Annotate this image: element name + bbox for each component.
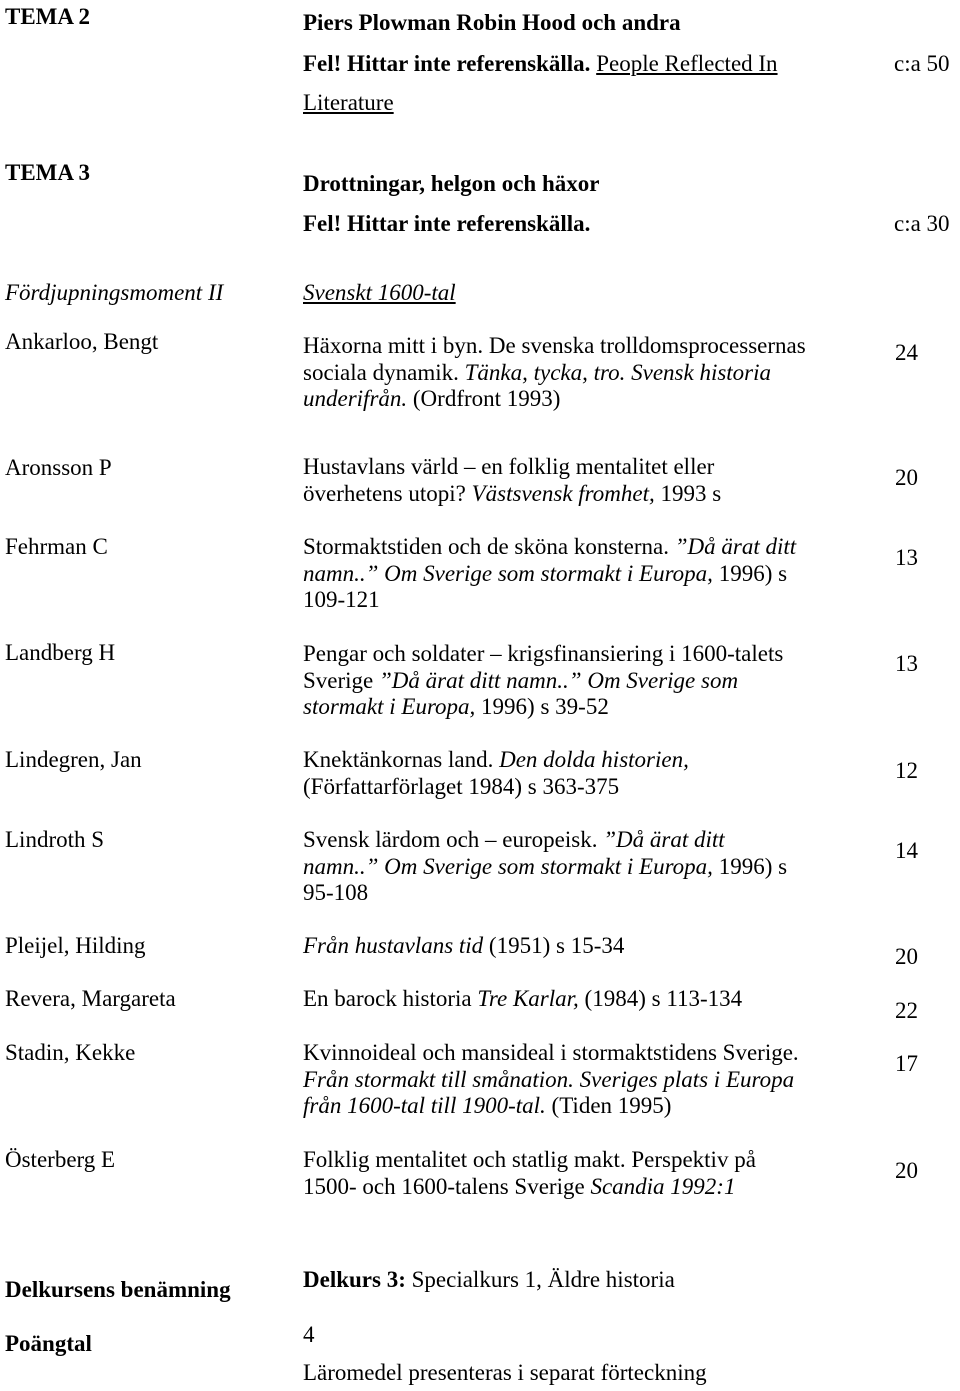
text: Svensk lärdom och – europeisk. xyxy=(303,827,604,852)
italic-title: Tänka, tycka, tro. Svensk historia xyxy=(464,359,772,385)
italic-title: från 1600-tal till 1900-tal. xyxy=(303,1093,546,1118)
italic-title: Västsvensk fromhet, xyxy=(471,480,655,506)
pages-revera: 22 xyxy=(895,998,918,1023)
tema2-pages: c:a 50 xyxy=(894,51,950,76)
pages-pleijel: 20 xyxy=(895,944,918,969)
italic-title: ”Då ärat ditt xyxy=(603,827,725,852)
pages-ankarloo: 24 xyxy=(895,340,918,365)
text: överhetens utopi? xyxy=(303,480,472,506)
author-aronsson: Aronsson P xyxy=(5,455,112,480)
italic-title: Tre Karlar, xyxy=(477,986,579,1011)
entry-landberg-text xyxy=(303,641,883,721)
author-ankarloo: Ankarloo, Bengt xyxy=(5,329,159,354)
pages-stadin: 17 xyxy=(895,1051,918,1076)
author-stadin: Stadin, Kekke xyxy=(5,1040,136,1065)
delkurs-label: Delkurs 3: xyxy=(303,1267,406,1292)
section-title: Svenskt 1600-tal xyxy=(303,280,456,305)
text: (Tiden 1995) xyxy=(545,1093,672,1118)
text-line: Pengar och soldater – krigsfinansiering i 1600-talets xyxy=(303,641,784,666)
entry-fehrman-text xyxy=(303,534,883,614)
italic-title: namn..” Om Sverige som stormakt i Europa, xyxy=(303,853,713,879)
entry-aronsson-text xyxy=(303,454,883,507)
text-line: 95-108 xyxy=(303,880,369,905)
reference-link[interactable]: People Reflected In xyxy=(596,51,778,76)
tema2-title: Piers Plowman Robin Hood och andra xyxy=(303,10,681,35)
delkurs-benamning-label: Delkursens benämning xyxy=(5,1277,231,1302)
italic-title: stormakt i Europa, xyxy=(303,694,476,719)
pages-lindroth: 14 xyxy=(895,838,918,863)
ref-error: Fel! Hittar inte referenskälla. xyxy=(303,51,591,76)
text: 1500- och 1600-talens Sverige xyxy=(303,1173,591,1199)
text: 1996) s xyxy=(712,560,788,586)
italic-title: Från stormakt till smånation. Sveriges plats i Europa xyxy=(303,1066,795,1092)
text: Knektänkornas land. xyxy=(303,747,500,772)
poangtal-label: Poängtal xyxy=(5,1331,92,1356)
text-line: Hustavlans värld – en folklig mentalitet eller xyxy=(303,454,715,479)
entry-stadin-text xyxy=(303,1040,883,1120)
pages-aronsson: 20 xyxy=(895,465,918,490)
text-line: 109-121 xyxy=(303,587,380,612)
italic-title: Den dolda historien, xyxy=(499,747,689,772)
text-line: (Författarförlaget 1984) s 363-375 xyxy=(303,773,620,799)
author-lindegren: Lindegren, Jan xyxy=(5,747,142,772)
tema3-label: TEMA 3 xyxy=(5,160,90,185)
italic-title: namn..” Om Sverige som stormakt i Europa, xyxy=(303,560,713,586)
tema3-pages: c:a 30 xyxy=(894,211,950,236)
text: (1951) s 15-34 xyxy=(483,933,625,958)
text-line: Folklig mentalitet och statlig makt. Perspektiv på xyxy=(303,1147,756,1172)
delkurs-text: Specialkurs 1, Äldre historia xyxy=(405,1267,675,1292)
italic-title: underifrån. xyxy=(303,386,408,411)
author-osterberg: Österberg E xyxy=(5,1147,116,1172)
author-revera: Revera, Margareta xyxy=(5,986,176,1011)
author-pleijel: Pleijel, Hilding xyxy=(5,933,146,958)
italic-title: ”Då ärat ditt xyxy=(674,534,797,559)
text: Sverige xyxy=(303,667,380,693)
text: 1993 s xyxy=(654,480,722,506)
text: En barock historia xyxy=(303,986,478,1011)
author-landberg: Landberg H xyxy=(5,640,116,665)
text: (Ordfront 1993) xyxy=(407,386,561,411)
entry-ankarloo-text xyxy=(303,333,883,413)
text: Stormaktstiden och de sköna konsterna. xyxy=(303,534,675,559)
entry-revera-text xyxy=(303,986,883,1013)
pages-landberg: 13 xyxy=(895,651,918,676)
text: 1996) s 39-52 xyxy=(475,694,609,719)
text-line: Kvinnoideal och mansideal i stormaktstidens Sverige. xyxy=(303,1040,799,1065)
entry-pleijel-text xyxy=(303,933,883,960)
text: 1996) s xyxy=(712,853,788,879)
author-fehrman: Fehrman C xyxy=(5,534,108,559)
delkurs-value xyxy=(303,1267,675,1293)
italic-title: ”Då ärat ditt namn..” Om Sverige som xyxy=(379,667,739,693)
poangtal-value: 4 xyxy=(303,1322,315,1347)
entry-lindegren-text xyxy=(303,747,883,800)
pages-lindegren: 12 xyxy=(895,758,918,783)
laromedel-note: Läromedel presenteras i separat förteckning xyxy=(303,1360,707,1385)
text: (1984) s 113-134 xyxy=(578,986,743,1011)
tema3-title: Drottningar, helgon och häxor xyxy=(303,171,600,196)
author-lindroth: Lindroth S xyxy=(5,827,105,852)
italic-title: Scandia 1992:1 xyxy=(590,1173,736,1199)
pages-osterberg: 20 xyxy=(895,1158,918,1183)
pages-fehrman: 13 xyxy=(895,545,918,570)
tema3-ref-error: Fel! Hittar inte referenskälla. xyxy=(303,211,591,236)
tema2-reference xyxy=(303,51,778,77)
entry-lindroth-text xyxy=(303,827,883,907)
section-label: Fördjupningsmoment II xyxy=(5,280,224,305)
tema2-label: TEMA 2 xyxy=(5,4,90,29)
text-line: Häxorna mitt i byn. De svenska trolldomsprocessernas xyxy=(303,333,806,358)
italic-title: Från hustavlans tid xyxy=(303,933,484,958)
reference-link-cont[interactable]: Literature xyxy=(303,90,394,115)
entry-osterberg-text xyxy=(303,1147,883,1200)
text: sociala dynamik. xyxy=(303,359,465,385)
